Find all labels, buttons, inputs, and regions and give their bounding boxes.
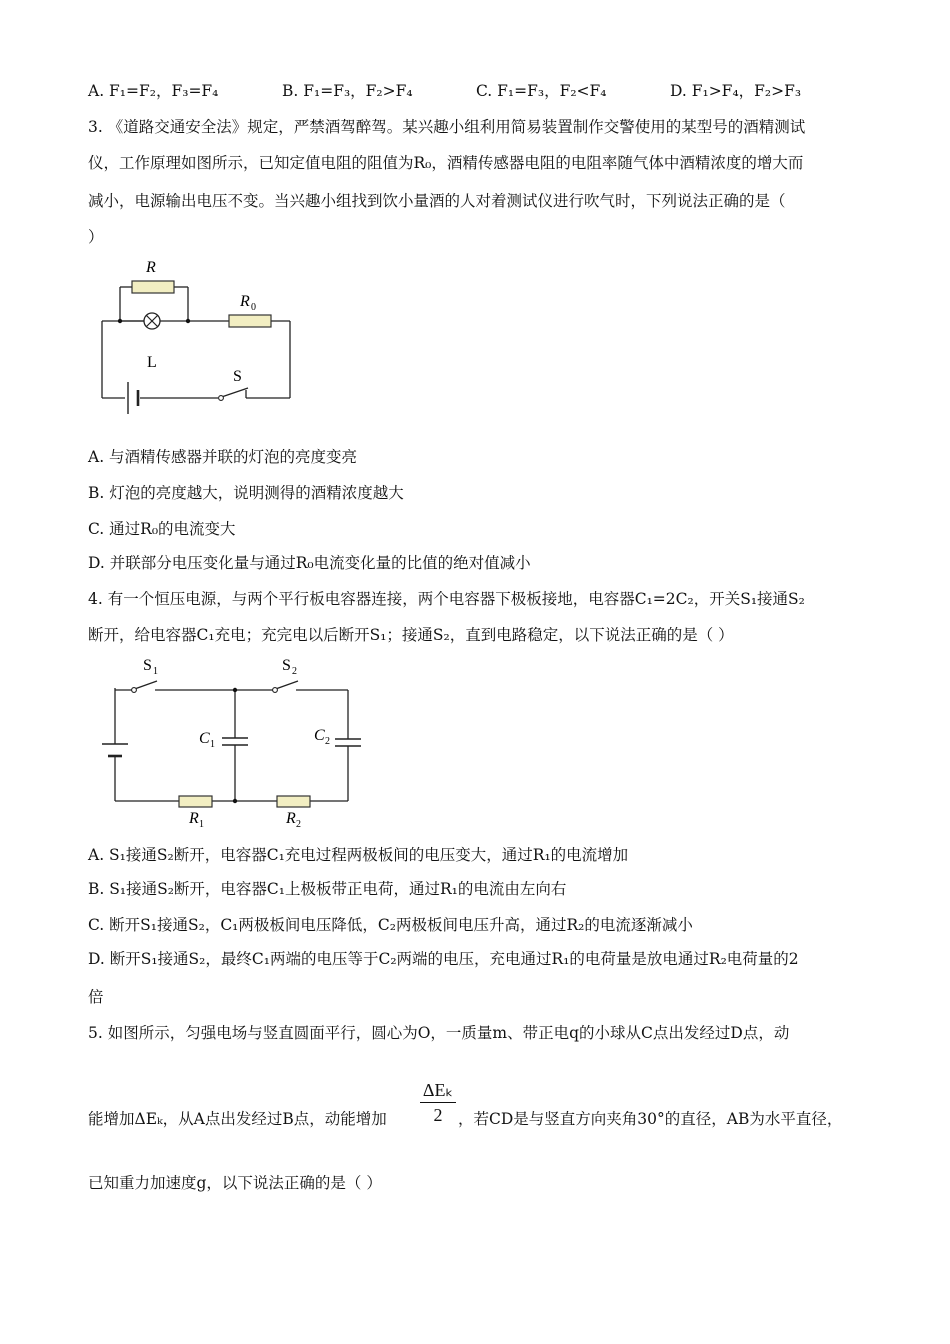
q4-option-c[interactable]: C. 断开S₁接通S₂，C₁两极板间电压降低，C₂两极板间电压升高，通过R₂的电流逐渐减小 bbox=[88, 916, 693, 934]
q4-resistor-r2 bbox=[277, 796, 310, 807]
q4-capacitor-c2-icon bbox=[335, 739, 361, 746]
q2-option-c[interactable]: C. F₁=F₃，F₂<F₄ bbox=[476, 82, 607, 100]
q4-circuit-diagram bbox=[95, 650, 375, 835]
q4-label-s1-sub: 1 bbox=[153, 666, 158, 677]
q5-fraction bbox=[418, 1078, 458, 1127]
q3-switch-s-icon bbox=[219, 388, 248, 400]
q3-option-c[interactable]: C. 通过R₀的电流变大 bbox=[88, 520, 236, 538]
q4-label-r1-sub: 1 bbox=[199, 819, 204, 830]
q5-fraction-denominator: 2 bbox=[433, 1105, 443, 1125]
q2-option-d[interactable]: D. F₁>F₄，F₂>F₃ bbox=[670, 82, 802, 100]
q4-stem-line1: 4. 有一个恒压电源，与两个平行板电容器连接，两个电容器下极板接地，电容器C₁=2C₂，开关S₁接通S₂ bbox=[88, 590, 805, 608]
q3-stem-line1: 3. 《道路交通安全法》规定，严禁酒驾醉驾。某兴趣小组利用简易装置制作交警使用的某型号的酒精测试 bbox=[88, 118, 806, 136]
q3-circuit-diagram bbox=[90, 250, 310, 420]
q4-option-d-line1[interactable]: D. 断开S₁接通S₂，最终C₁两端的电压等于C₂两端的电压，充电通过R₁的电荷量是放电通过R₂电荷量的2 bbox=[88, 950, 799, 968]
q4-switch-s1-icon bbox=[132, 681, 157, 692]
q4-option-d-line2[interactable]: 倍 bbox=[88, 988, 104, 1006]
q5-stem-line3: 已知重力加速度g，以下说法正确的是（ ） bbox=[88, 1174, 382, 1192]
q2-option-a[interactable]: A. F₁=F₂，F₃=F₄ bbox=[88, 82, 219, 100]
q5-stem-line2-part2: ，若CD是与竖直方向夹角30°的直径，AB为水平直径， bbox=[458, 1110, 843, 1128]
q2-option-b[interactable]: B. F₁=F₃，F₂>F₄ bbox=[282, 82, 413, 100]
q4-stem-line2: 断开，给电容器C₁充电；充完电以后断开S₁；接通S₂，直到电路稳定，以下说法正确的是（ ） bbox=[88, 626, 734, 644]
q3-label-r: R bbox=[146, 259, 156, 276]
q4-label-c1-sub: 1 bbox=[210, 739, 215, 750]
q4-label-r2: R bbox=[286, 810, 296, 827]
q3-resistor-r0 bbox=[229, 315, 271, 327]
q4-label-c1: C bbox=[199, 730, 210, 747]
q4-option-a[interactable]: A. S₁接通S₂断开，电容器C₁充电过程两极板间的电压变大，通过R₁的电流增加 bbox=[88, 846, 629, 864]
q3-stem-line4: ） bbox=[88, 228, 104, 246]
q3-lamp-icon bbox=[144, 313, 160, 329]
q3-sensor-resistor-r bbox=[132, 281, 174, 293]
q4-battery-icon bbox=[102, 744, 128, 756]
q3-option-a[interactable]: A. 与酒精传感器并联的灯泡的亮度变亮 bbox=[88, 448, 358, 466]
q4-option-b[interactable]: B. S₁接通S₂断开，电容器C₁上极板带正电荷，通过R₁的电流由左向右 bbox=[88, 880, 567, 898]
q5-stem-line2-part1: 能增加ΔEₖ，从A点出发经过B点，动能增加 bbox=[88, 1110, 387, 1128]
q4-label-c2-sub: 2 bbox=[325, 736, 330, 747]
q4-switch-s2-icon bbox=[273, 681, 298, 692]
q4-label-s1: S bbox=[143, 657, 152, 674]
q3-option-d[interactable]: D. 并联部分电压变化量与通过R₀电流变化量的比值的绝对值减小 bbox=[88, 554, 531, 572]
q4-label-s2: S bbox=[282, 657, 291, 674]
q4-label-r1: R bbox=[189, 810, 199, 827]
q3-label-r0-sub: 0 bbox=[251, 302, 256, 313]
q4-resistor-r1 bbox=[179, 796, 212, 807]
q3-option-b[interactable]: B. 灯泡的亮度越大，说明测得的酒精浓度越大 bbox=[88, 484, 404, 502]
q5-stem-line1: 5. 如图所示，匀强电场与竖直圆面平行，圆心为O，一质量m、带正电q的小球从C点出发经过D点，动 bbox=[88, 1024, 790, 1042]
q4-label-s2-sub: 2 bbox=[292, 666, 297, 677]
q3-label-l: L bbox=[147, 354, 157, 371]
q4-label-r2-sub: 2 bbox=[296, 819, 301, 830]
q4-label-c2: C bbox=[314, 727, 325, 744]
q5-fraction-numerator: ΔEₖ bbox=[422, 1080, 454, 1100]
q4-capacitor-c1-icon bbox=[222, 738, 248, 745]
q3-label-s: S bbox=[233, 368, 242, 385]
q3-stem-line2: 仪，工作原理如图所示，已知定值电阻的阻值为R₀，酒精传感器电阻的电阻率随气体中酒精浓度的增大而 bbox=[88, 154, 804, 172]
q3-battery-icon bbox=[128, 382, 138, 414]
q3-label-r0: R bbox=[240, 293, 250, 310]
q3-stem-line3: 减小，电源输出电压不变。当兴趣小组找到饮小量酒的人对着测试仪进行吹气时，下列说法正确的是（ bbox=[88, 192, 786, 210]
